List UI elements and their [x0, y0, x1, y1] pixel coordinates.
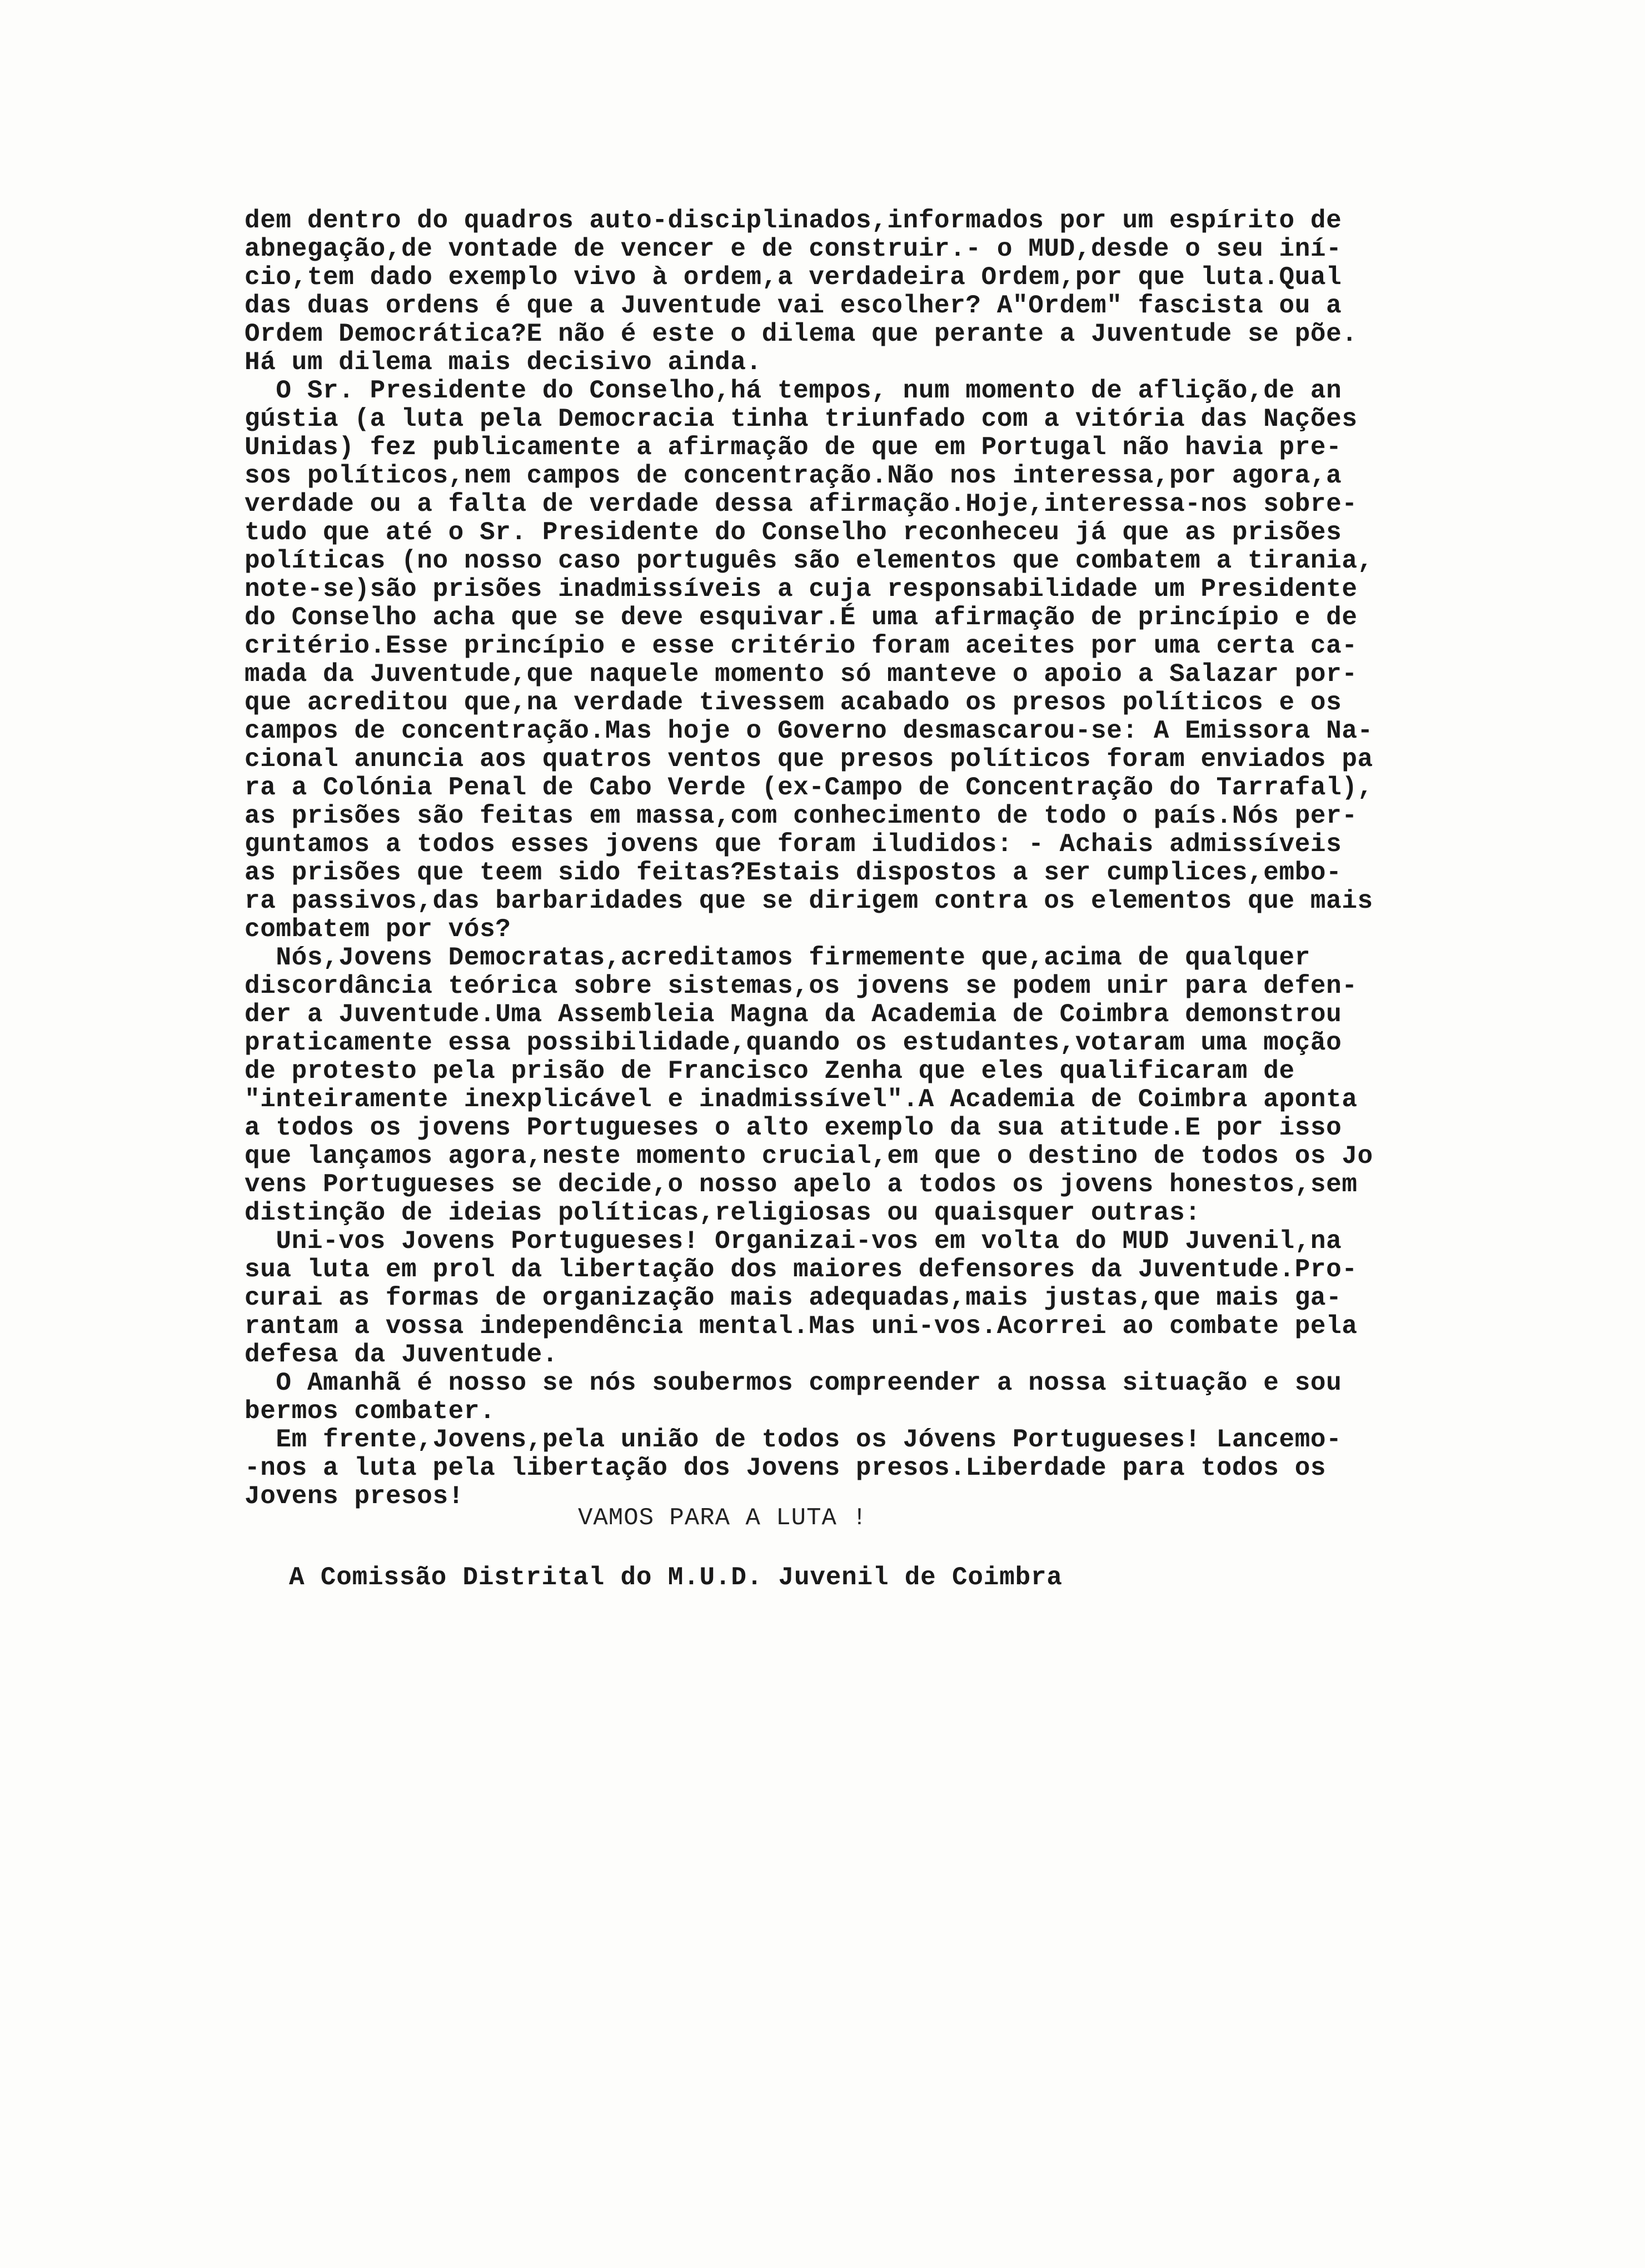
text-line: do Conselho acha que se deve esquivar.É uma afirmação de princípio e de — [245, 603, 1358, 632]
text-line: "inteiramente inexplicável e inadmissível".A Academia de Coimbra aponta — [245, 1085, 1358, 1114]
text-line: cio,tem dado exemplo vivo à ordem,a verdadeira Ordem,por que luta.Qual — [245, 263, 1342, 292]
signature-line: A Comissão Distrital do M.U.D. Juvenil de Coimbra — [289, 1563, 1063, 1592]
text-line: gústia (a luta pela Democracia tinha triunfado com a vitória das Nações — [245, 405, 1358, 434]
text-line: Nós,Jovens Democratas,acreditamos firmemente que,acima de qualquer — [245, 943, 1310, 972]
text-line: Unidas) fez publicamente a afirmação de que em Portugal não havia pre- — [245, 433, 1342, 462]
text-line: rantam a vossa independência mental.Mas uni-vos.Acorrei ao combate pela — [245, 1312, 1358, 1341]
text-line: defesa da Juventude. — [245, 1340, 559, 1369]
text-line: critério.Esse princípio e esse critério foram aceites por uma certa ca- — [245, 631, 1358, 660]
text-line: de protesto pela prisão de Francisco Zenha que eles qualificaram de — [245, 1057, 1295, 1086]
text-line: Jovens presos! — [245, 1482, 464, 1511]
text-line: mada da Juventude,que naquele momento só manteve o apoio a Salazar por- — [245, 660, 1358, 689]
text-line: tudo que até o Sr. Presidente do Conselho reconheceu já que as prisões — [245, 518, 1342, 547]
text-line: note-se)são prisões inadmissíveis a cuja responsabilidade um Presidente — [245, 575, 1358, 604]
text-line: das duas ordens é que a Juventude vai escolher? A"Ordem" fascista ou a — [245, 291, 1342, 320]
text-line: discordância teórica sobre sistemas,os jovens se podem unir para defen- — [245, 972, 1358, 1001]
paragraph-5 — [245, 1369, 1489, 1426]
text-line: O Amanhã é nosso se nós soubermos compreender a nossa situação e sou — [245, 1369, 1342, 1397]
text-line: campos de concentração.Mas hoje o Governo desmascarou-se: A Emissora Na- — [245, 717, 1373, 745]
text-line: Em frente,Jovens,pela união de todos os Jóvens Portugueses! Lancemo- — [245, 1425, 1342, 1454]
text-line: dem dentro do quadros auto-disciplinados,informados por um espírito de — [245, 206, 1342, 235]
text-line: bermos combater. — [245, 1397, 496, 1426]
text-line: Há um dilema mais decisivo ainda. — [245, 348, 762, 377]
text-line: guntamos a todos esses jovens que foram iludidos: - Achais admissíveis — [245, 830, 1342, 859]
text-line: as prisões que teem sido feitas?Estais dispostos a ser cumplices,embo- — [245, 858, 1342, 887]
text-line: distinção de ideias políticas,religiosas ou quaisquer outras: — [245, 1198, 1201, 1227]
paragraph-3 — [245, 944, 1489, 1227]
text-line: ra passivos,das barbaridades que se dirigem contra os elementos que mais — [245, 887, 1373, 916]
paragraph-4 — [245, 1227, 1489, 1369]
text-line: verdade ou a falta de verdade dessa afirmação.Hoje,interessa-nos sobre- — [245, 490, 1358, 519]
text-line: combatem por vós? — [245, 915, 511, 944]
text-line: -nos a luta pela libertação dos Jovens presos.Liberdade para todos os — [245, 1454, 1327, 1483]
text-line: Uni-vos Jovens Portugueses! Organizai-vos em volta do MUD Juvenil,na — [245, 1227, 1342, 1256]
closing-call: VAMOS PARA A LUTA ! — [578, 1504, 868, 1532]
text-line: praticamente essa possibilidade,quando os estudantes,votaram uma moção — [245, 1028, 1342, 1057]
paragraph-1 — [245, 207, 1489, 377]
text-line: ra a Colónia Penal de Cabo Verde (ex-Campo de Concentração do Tarrafal), — [245, 773, 1373, 802]
text-line: curai as formas de organização mais adequadas,mais justas,que mais ga- — [245, 1284, 1342, 1312]
text-line: sua luta em prol da libertação dos maiores defensores da Juventude.Pro- — [245, 1255, 1358, 1284]
text-line: abnegação,de vontade de vencer e de construir.- o MUD,desde o seu iní- — [245, 235, 1342, 263]
text-line: vens Portugueses se decide,o nosso apelo a todos os jovens honestos,sem — [245, 1170, 1358, 1199]
paragraph-6 — [245, 1426, 1489, 1511]
text-line: políticas (no nosso caso português são elementos que combatem a tirania, — [245, 546, 1373, 575]
typescript-body — [245, 207, 1489, 1511]
text-line: que lançamos agora,neste momento crucial,em que o destino de todos os Jo — [245, 1142, 1373, 1171]
text-line: O Sr. Presidente do Conselho,há tempos, num momento de aflição,de an — [245, 376, 1342, 405]
text-line: Ordem Democrática?E não é este o dilema que perante a Juventude se põe. — [245, 320, 1358, 349]
text-line: a todos os jovens Portugueses o alto exemplo da sua atitude.E por isso — [245, 1113, 1342, 1142]
text-line: as prisões são feitas em massa,com conhecimento de todo o país.Nós per- — [245, 802, 1358, 830]
text-line: sos políticos,nem campos de concentração.Não nos interessa,por agora,a — [245, 461, 1342, 490]
text-line: que acreditou que,na verdade tivessem acabado os presos políticos e os — [245, 688, 1342, 717]
paragraph-2 — [245, 377, 1489, 944]
text-line: cional anuncia aos quatros ventos que presos políticos foram enviados pa — [245, 745, 1373, 774]
text-line: der a Juventude.Uma Assembleia Magna da Academia de Coimbra demonstrou — [245, 1000, 1342, 1029]
